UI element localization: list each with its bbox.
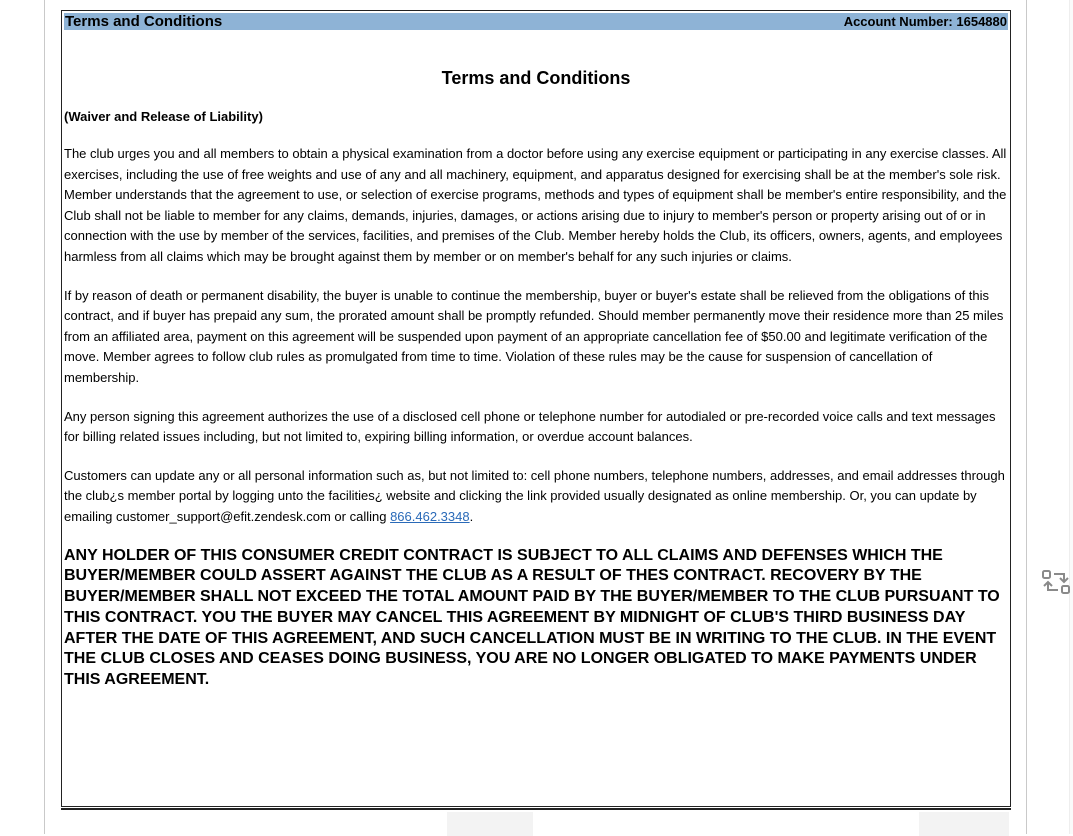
personal-info-end: . [469,508,474,524]
account-number-value: 1654880 [956,14,1007,29]
account-number-display [844,13,1008,30]
phone-number-link[interactable]: 866.462.3348 [390,508,470,524]
terms-content [64,67,1008,691]
consumer-credit-notice: ANY HOLDER OF THIS CONSUMER CREDIT CONTRACT IS SUBJECT TO ALL CLAIMS AND DEFENSES WHICH THE BUYER/MEMBER COULD ASSERT AGAINST THE CLUB AS A RESULT OF THES CONTRACT. RECOVERY BY THE BUYER/MEMBER SHALL NOT EXCEED THE TOTAL AMOUNT PAID BY THE BUYER/MEMBER TO THE CLUB PURSUANT TO THIS CONTRACT. YOU THE BUYER MAY CANCEL THIS AGREEMENT BY MIDNIGHT OF CLUB'S THIRD BUSINESS DAY AFTER THE DATE OF THIS AGREEMENT, AND SUCH CANCELLATION MUST BE IN WRITING TO THE CLUB. IN THE EVENT THE CLUB CLOSES AND CEASES DOING BUSINESS, YOU ARE NO LONGER OBLIGATED TO MAKE PAYMENTS UNDER THIS AGREEMENT. [64,546,1000,689]
header-title: Terms and Conditions [65,13,223,30]
bottom-panel [61,808,1011,834]
translate-swap-icon[interactable] [1040,566,1072,598]
document-subtitle: (Waiver and Release of Liability) [64,109,263,124]
personal-info-text: Customers can update any or all personal information such as, but not limited to: cell phone numbers, telephone numbers, addresses, and email addresses through the club¿s member portal by logging unto the facilities¿ website and clicking the link provided usually designated as online membership. Or, you can update by emailing customer_support@efit.zendesk.com or calling [64,467,1005,524]
bottom-tab-placeholder [919,812,1009,836]
terms-header-bar [64,13,1008,30]
document-title: Terms and Conditions [441,68,631,88]
autodial-consent-paragraph: Any person signing this agreement authorizes the use of a disclosed cell phone or telephone number for autodialed or pre-recorded voice calls and text messages for billing related issues including, but not limited to, expiring billing information, or overdue account balances. [64,408,996,445]
personal-info-paragraph [64,466,1008,528]
page-scrollbar[interactable] [1069,0,1073,834]
disability-paragraph: If by reason of death or permanent disability, the buyer is unable to continue the membership, buyer or buyer's estate shall be relieved from the obligations of this contract, and if buyer has prepaid any sum, the prorated amount shall be promptly refunded. Should member permanently move their residence more than 25 miles from an affiliated area, payment on this agreement will be suspended upon payment of an appropriate cancellation fee of $50.00 and legitimate verification of the move. Member agrees to follow club rules as promulgated from time to time. Violation of these rules may be the cause for suspension of cancellation of membership. [64,287,1004,385]
liability-paragraph: The club urges you and all members to obtain a physical examination from a doctor before using any exercise equipment or participating in any exercise classes. All exercises, including the use of free weights and use of any and all machinery, equipment, and apparatus designed for exercising shall be at the member's sole risk. Member understands that the agreement to use, or selection of exercise programs, methods and types of equipment shall be member's entire responsibility, and the Club shall not be liable to member for any claims, demands, injuries, damages, or actions arising due to injury to member's person or property arising out of or in connection with the use by member of the services, facilities, and premises of the Club. Member hereby holds the Club, its officers, owners, agents, and employees harmless from all claims which may be brought against them by member or on member's behalf for any such injuries or claims. [64,146,1007,264]
terms-document-panel [61,10,1011,807]
bottom-tab-placeholder [447,812,533,836]
account-number-label: Account Number: [843,14,953,29]
